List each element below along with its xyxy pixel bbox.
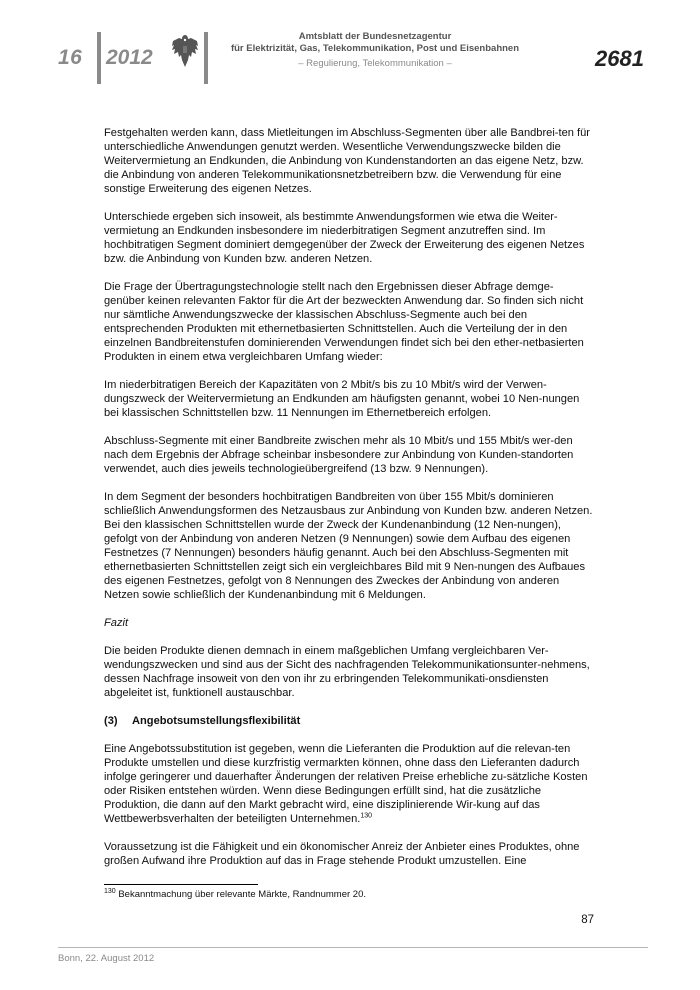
section-title: Angebotsumstellungsflexibilität: [132, 715, 301, 727]
publisher-line-1: Amtsblatt der Bundesnetzagentur: [298, 31, 452, 42]
federal-eagle-icon: [170, 33, 200, 69]
paragraph-text: Eine Angebotssubstitution ist gegeben, wenn die Lieferanten die Produktion auf die relevan-ten Produkte umstellen und diese kurzfristig vermarkten können, ohne dass den Lieferanten dadurch infolge geringerer und dauerhafter Änderungen der relativen Preise erhebliche zu-sätzliche Kosten oder Risiken entstehen würden. Wenn diese Bedingungen erfüllt sind, hat die zusätzliche Produktion, die dann auf den Markt gebracht wird, eine disziplinierende Wir-kung auf das Wettbewerbsverhalten der beteiligten Unternehmen.: [104, 743, 588, 825]
document-body: [104, 126, 594, 882]
footer-date: Bonn, 22. August 2012: [58, 953, 155, 964]
header-divider-right: [204, 32, 208, 84]
issue-year: 2012: [106, 46, 153, 69]
footnote-separator: [104, 884, 258, 885]
issue-number: 16: [58, 46, 83, 69]
footnote-number: 130: [104, 887, 116, 895]
footnote: [104, 889, 366, 900]
fazit-paragraph: Die beiden Produkte dienen demnach in einem maßgeblichen Umfang vergleichbaren Ver-wendungszwecken und sind aus der Sicht des nachfragenden Telekommunikationsunter-nehmens, dessen Nachfrage insoweit von den von ihr zu erbringenden Telekommunikati-onsdiensten abgeleitet ist, funktionell austauschbar.: [104, 645, 590, 699]
footnote-text: Bekanntmachung über relevante Märkte, Randnummer 20.: [115, 889, 366, 900]
footer-rule: [58, 947, 648, 948]
journal-page-number: 2681: [595, 46, 644, 71]
paragraph: Abschluss-Segmente mit einer Bandbreite zwischen mehr als 10 Mbit/s und 155 Mbit/s wer-den nach dem Ergebnis der Abfrage scheinbar insbesondere zur Anbindung von Kunden-standorten verwendet, auch dies jeweils technologieübergreifend (13 bzw. 9 Nennungen).: [104, 435, 574, 475]
document-page-number: 87: [581, 914, 594, 926]
section-subtitle: – Regulierung, Telekommunikation –: [298, 58, 452, 69]
publisher-title: [215, 31, 535, 55]
section-number: (3): [104, 715, 118, 727]
publisher-line-2: für Elektrizität, Gas, Telekommunikation, Post und Eisenbahnen: [230, 43, 520, 54]
paragraph: [104, 742, 594, 826]
paragraph: In dem Segment der besonders hochbitratigen Bandbreiten von über 155 Mbit/s dominieren schließlich Anwendungsformen des Netzausbaus zur Anbindung von Kunden bzw. anderen Netzen. Bei den klassischen Schnittstellen wurde der Zweck der Kundenanbindung (12 Nen-nungen), gefolgt von der Anbindung von anderen Netzen (9 Nennungen) sowie dem Aufbau des eigenen Festnetzes (7 Nennungen) besonders häufig genannt. Auch bei den Abschluss-Segmenten mit ethernetbasierten Schnittstellen zeigt sich ein vergleichbares Bild mit 9 Nen-nungen des Aufbaues des eigenen Festnetzes, gefolgt von 8 Nennungen des Zweckes der Anbindung von anderen Netzen sowie schließlich der Kundenanbindung mit 6 Meldungen.: [104, 491, 593, 601]
paragraph: Im niederbitratigen Bereich der Kapazitäten von 2 Mbit/s bis zu 10 Mbit/s wird der Verwen-dungszweck der Weitervermietung an Endkunden am häufigsten genannt, wobei 10 Nen-nungen bei klassischen Schnittstellen bzw. 11 Nennungen im Ethernetbereich erfolgen.: [104, 379, 580, 419]
footnote-reference[interactable]: 130: [360, 812, 373, 820]
fazit-heading: Fazit: [104, 617, 129, 629]
paragraph: Festgehalten werden kann, dass Mietleitungen im Abschluss-Segmenten über alle Bandbrei-ten für unterschiedliche Anwendungen genutzt werden. Wesentliche Verwendungszwecke bilden die Weitervermietung an Endkunden, die Anbindung von Kundenstandorten an das eigene Netz, bzw. die Anbindung von anderen Telekommunikationsnetzbetreibern bzw. die Verwendung für eine sonstige Erweiterung des eigenen Netzes.: [104, 127, 590, 195]
paragraph: Voraussetzung ist die Fähigkeit und ein ökonomischer Anreiz der Anbieter eines Produktes, ohne großen Aufwand ihre Produktion auf das in Frage stehende Produkt umzustellen. Eine: [104, 841, 580, 867]
section-heading: [104, 714, 594, 728]
header-divider: [97, 32, 101, 84]
paragraph: Unterschiede ergeben sich insoweit, als bestimmte Anwendungsformen wie etwa die Weiter-vermietung an Endkunden insbesondere im niederbitratigen Segment anzutreffen sind. Im hochbitratigen Segment dominiert demgegenüber der Zweck der Erweiterung des eigenen Netzes bzw. die Anbindung von Kunden bzw. anderen Netzen.: [104, 211, 585, 265]
paragraph: Die Frage der Übertragungstechnologie stellt nach den Ergebnissen dieser Abfrage demge-genüber keinen relevanten Faktor für die Art der bezweckten Anwendung dar. So finden sich nicht nur sämtliche Anwendungszwecke der klassischen Abschluss-Segmente auch bei den entsprechenden Produkten mit ethernetbasierten Schnittstellen. Auch die Verteilung der in den einzelnen Bandbreitenstufen dominierenden Verwendungen findet sich bei den ether-netbasierten Produkten in einem etwa vergleichbaren Umfang wieder:: [104, 281, 584, 363]
